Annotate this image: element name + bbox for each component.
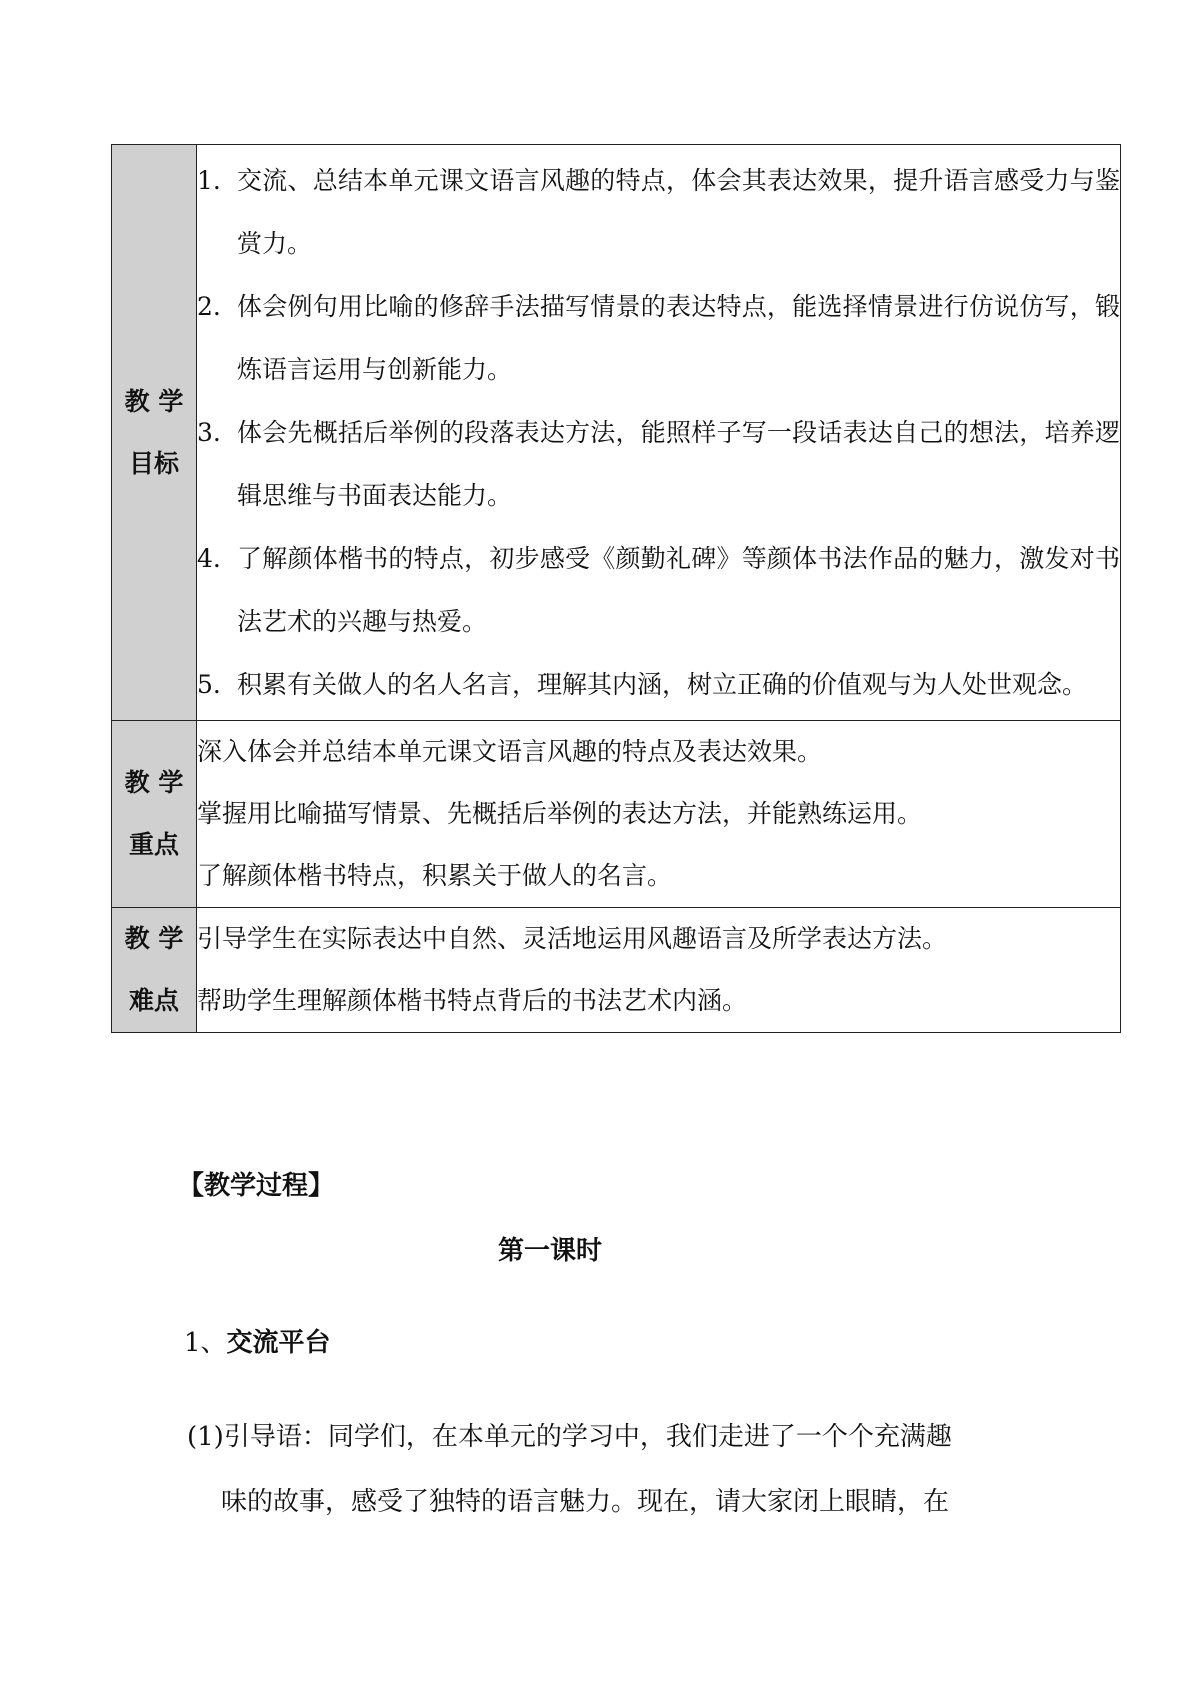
row-label-key-points: [112, 721, 197, 908]
goal-item: [197, 401, 1120, 527]
table-row-goals: [112, 145, 1121, 721]
row-label-line: 难点: [128, 986, 179, 1015]
paragraph-line: 味的故事，感受了独特的语言魅力。现在，请大家闭上眼睛，在: [221, 1487, 950, 1517]
key-point-line: 了解颜体楷书特点，积累关于做人的名言。: [197, 861, 673, 890]
goal-number: 4.: [197, 544, 221, 573]
goal-text: 了解颜体楷书的特点，初步感受《颜勤礼碑》等颜体书法作品的魅力，激发对书法艺术的兴趣与热爱。: [237, 544, 1120, 636]
goal-number: 3.: [197, 418, 221, 447]
row-label-line: 教 学: [124, 386, 184, 416]
goal-item: [197, 275, 1120, 401]
row-label-line: 教 学: [124, 924, 184, 953]
row-label-line: 重点: [128, 830, 179, 859]
table-row-key-points: [112, 721, 1121, 908]
key-point-line: 深入体会并总结本单元课文语言风趣的特点及表达效果。: [197, 737, 823, 766]
goal-text: 交流、总结本单元课文语言风趣的特点，体会其表达效果，提升语言感受力与鉴赏力。: [237, 166, 1120, 258]
difficulties-cell: [197, 908, 1121, 1033]
difficulty-line: 引导学生在实际表达中自然、灵活地运用风趣语言及所学表达方法。: [197, 924, 948, 953]
row-label-goals: [112, 145, 197, 721]
intro-paragraph: [187, 1405, 1027, 1535]
lesson-title: 第一课时: [497, 1236, 602, 1266]
key-points-cell: [197, 721, 1121, 908]
row-label-line: 教 学: [124, 768, 184, 797]
row-label-line: 目标: [128, 448, 179, 478]
step-title: 交流平台: [226, 1328, 331, 1358]
difficulty-line: 帮助学生理解颜体楷书特点背后的书法艺术内涵。: [197, 986, 748, 1015]
goal-item: [197, 149, 1120, 275]
step-number: 1、: [184, 1328, 227, 1358]
row-label-difficulties: [112, 908, 197, 1033]
goal-number: 1.: [197, 166, 221, 195]
goal-text: 体会例句用比喻的修辞手法描写情景的表达特点，能选择情景进行仿说仿写，锻炼语言运用与创新能力。: [237, 292, 1120, 384]
goal-number: 5.: [197, 670, 221, 699]
key-point-line: 掌握用比喻描写情景、先概括后举例的表达方法，并能熟练运用。: [197, 799, 923, 828]
goal-item: [197, 527, 1120, 653]
goal-item: [197, 653, 1120, 716]
step-heading: [184, 1322, 331, 1359]
paragraph-line: 引导语：同学们，在本单元的学习中，我们走进了一个个充满趣: [223, 1422, 952, 1452]
table-row-difficulties: [112, 908, 1121, 1033]
goal-text: 积累有关做人的名人名言，理解其内涵，树立正确的价值观与为人处世观念。: [237, 670, 1088, 699]
goals-list: [197, 149, 1120, 716]
teaching-plan-table: [111, 144, 1121, 1033]
goal-text: 体会先概括后举例的段落表达方法，能照样子写一段话表达自己的想法，培养逻辑思维与书面表达能力。: [237, 418, 1120, 510]
goals-cell: [197, 145, 1121, 721]
paragraph-prefix: (1): [187, 1422, 224, 1452]
goal-number: 2.: [197, 292, 221, 321]
section-heading: 【教学过程】: [178, 1171, 335, 1201]
